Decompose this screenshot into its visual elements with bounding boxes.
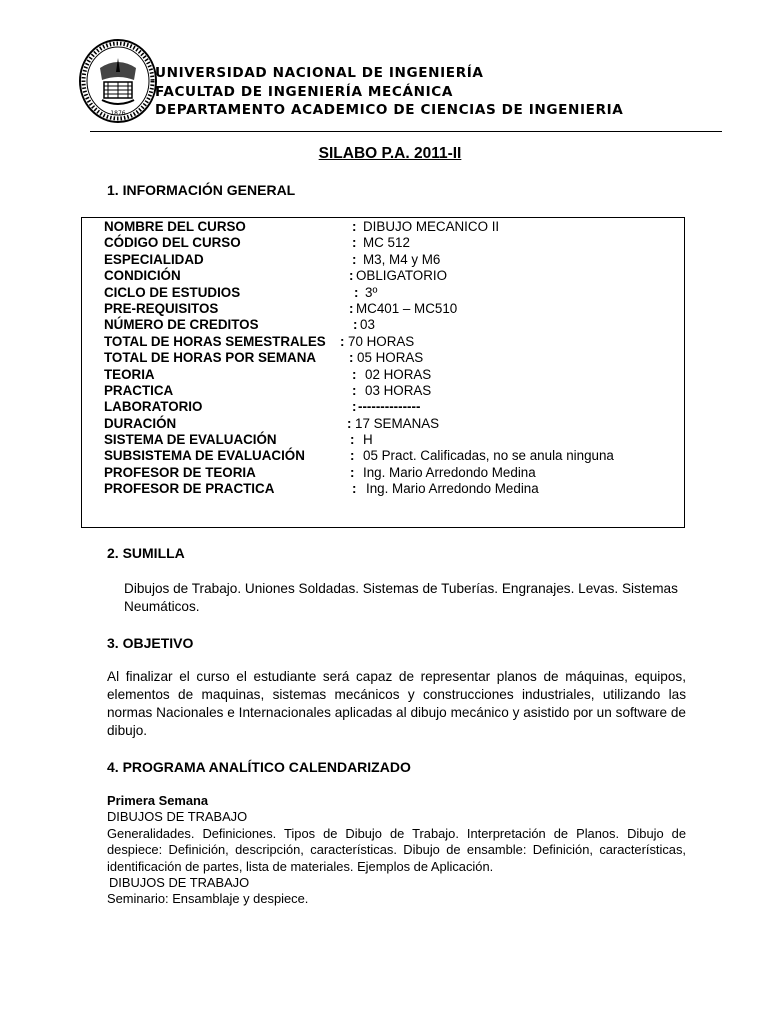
faculty-name: FACULTAD DE INGENIERÍA MECÁNICA — [155, 83, 453, 100]
info-separator: : — [352, 251, 357, 267]
info-separator: : — [349, 350, 354, 366]
department-name: DEPARTAMENTO ACADEMICO DE CIENCIAS DE INGENIERIA — [155, 102, 624, 118]
info-label: SUBSISTEMA DE EVALUACIÓN — [104, 448, 305, 464]
info-label: PROFESOR DE TEORIA — [104, 464, 256, 480]
info-label: TOTAL DE HORAS POR SEMANA — [104, 350, 317, 366]
week-topic: DIBUJOS DE TRABAJO — [107, 809, 248, 825]
institution-header — [155, 64, 623, 120]
info-separator: : — [352, 366, 357, 382]
info-label: CONDICIÓN — [104, 268, 181, 284]
info-label: TOTAL DE HORAS SEMESTRALES — [104, 333, 326, 349]
university-seal-icon — [78, 38, 158, 124]
section-heading-objetivo: 3. OBJETIVO — [107, 635, 194, 651]
info-label: NOMBRE DEL CURSO — [104, 219, 246, 234]
sumilla-text: Dibujos de Trabajo. Uniones Soldadas. Sistemas de Tuberías. Engranajes. Levas. Sistemas Neumáticos. — [124, 581, 678, 614]
info-separator: : — [353, 317, 358, 333]
info-label: PRACTICA — [104, 382, 174, 398]
info-separator: : — [350, 448, 355, 464]
university-name: UNIVERSIDAD NACIONAL DE INGENIERÍA — [155, 65, 484, 81]
document-title: SILABO P.A. 2011-II — [318, 145, 462, 162]
info-label: TEORIA — [104, 366, 155, 382]
info-separator: : — [350, 432, 355, 448]
info-separator: : — [352, 235, 357, 251]
info-separator: : — [350, 464, 355, 480]
seal-year: 1876 — [110, 110, 126, 117]
header-divider — [90, 131, 722, 132]
info-separator: : — [349, 268, 354, 284]
info-label: ESPECIALIDAD — [104, 251, 204, 267]
info-value: 70 HORAS — [348, 333, 415, 349]
info-separator: : — [354, 284, 359, 300]
info-label: PRE-REQUISITOS — [104, 300, 219, 316]
info-value: 05 Pract. Calificadas, no se anula ninguna — [363, 448, 614, 464]
document-title-wrapper — [0, 145, 768, 163]
section-heading-general: 1. INFORMACIÓN GENERAL — [107, 182, 296, 198]
info-value: 03 — [360, 317, 375, 333]
info-separator: : — [347, 415, 352, 431]
section-heading-sumilla: 2. SUMILLA — [107, 545, 185, 561]
info-value: 17 SEMANAS — [355, 415, 440, 431]
info-value: OBLIGATORIO — [356, 268, 448, 284]
week-description: Generalidades. Definiciones. Tipos de Dibujo de Trabajo. Interpretación de Planos. Dibujo de despiece: Definición, descripción, características. Dibujo de ensamble: Definición, características, identificación de partes, lista de materiales. Ejemplos de Aplicación. — [107, 825, 686, 874]
info-label: CÓDIGO DEL CURSO — [104, 235, 241, 251]
info-separator: : — [352, 382, 357, 398]
info-separator: : — [340, 333, 345, 349]
info-value: M3, M4 y M6 — [363, 251, 441, 267]
info-label: LABORATORIO — [104, 399, 203, 415]
objetivo-text: Al finalizar el curso el estudiante será capaz de representar planos de máquinas, equipos, elementos de maquinas, sistemas mecánicos y construcciones industriales, utilizando las normas Nacionales e Internacionales aplicadas al dibujo mecánico y asistido por un software de dibujo. — [107, 669, 686, 738]
info-value: 03 HORAS — [365, 382, 432, 398]
week-title: Primera Semana — [107, 793, 209, 808]
info-value: MC401 – MC510 — [356, 300, 458, 316]
info-value: H — [363, 432, 373, 448]
info-value: 02 HORAS — [365, 366, 432, 382]
info-separator: : — [352, 399, 357, 415]
week-block — [107, 793, 686, 908]
info-label: NÚMERO DE CREDITOS — [104, 317, 259, 333]
info-separator: : — [349, 300, 354, 316]
section-heading-programa: 4. PROGRAMA ANALÍTICO CALENDARIZADO — [107, 759, 411, 775]
info-value: -------------- — [358, 399, 421, 415]
info-value: 3º — [365, 284, 378, 300]
info-label: CICLO DE ESTUDIOS — [104, 284, 241, 300]
info-value: Ing. Mario Arredondo Medina — [366, 481, 539, 497]
week-seminar: Seminario: Ensamblaje y despiece. — [107, 891, 309, 907]
info-separator: : — [352, 481, 357, 497]
week-topic: DIBUJOS DE TRABAJO — [109, 875, 250, 891]
info-value: 05 HORAS — [357, 350, 424, 366]
info-value: MC 512 — [363, 235, 410, 251]
info-label: PROFESOR DE PRACTICA — [104, 481, 275, 497]
info-value: DIBUJO MECANICO II — [363, 219, 500, 234]
info-value: Ing. Mario Arredondo Medina — [363, 464, 536, 480]
info-label: SISTEMA DE EVALUACIÓN — [104, 432, 277, 448]
info-label: DURACIÓN — [104, 415, 177, 431]
info-separator: : — [352, 219, 357, 234]
